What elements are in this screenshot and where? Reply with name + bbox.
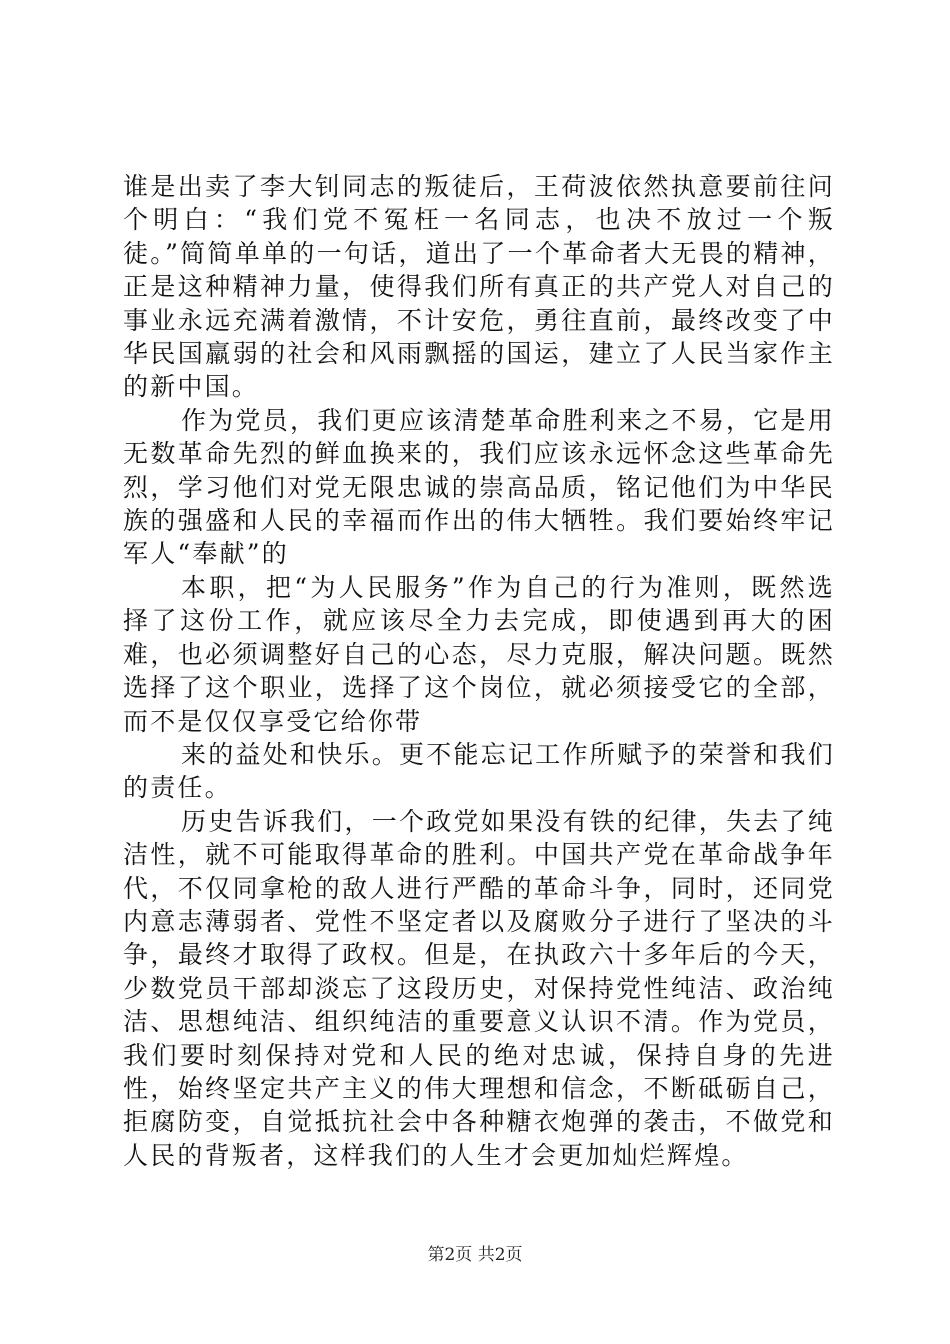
- paragraph-5: 历史告诉我们，一个政党如果没有铁的纪律，失去了纯洁性，就不可能取得革命的胜利。中国共产党在革命战争年代，不仅同拿枪的敌人进行严酷的革命斗争，同时，还同党内意志薄弱者、党性不坚定者以及腐败分子进行了坚决的斗争，最终才取得了政权。但是，在执政六十多年后的今天，少数党员干部却淡忘了这段历史，对保持党性纯洁、政治纯洁、思想纯洁、组织纯洁的重要意义认识不清。作为党员，我们要时刻保持对党和人民的绝对忠诚，保持自身的先进性，始终坚定共产主义的伟大理想和信念，不断砥砺自己，拒腐防变，自觉抵抗社会中各种糖衣炮弹的袭击，不做党和人民的背叛者，这样我们的人生才会更加灿烂辉煌。: [123, 806, 835, 1170]
- paragraph-2: 作为党员，我们更应该清楚革命胜利来之不易，它是用无数革命先烈的鲜血换来的，我们应该永远怀念这些革命先烈，学习他们对党无限忠诚的崇高品质，铭记他们为中华民族的强盛和人民的幸福而作出的伟大牺牲。我们要始终牢记军人“奉献”的: [123, 405, 835, 569]
- paragraph-3: 本职，把“为人民服务”作为自己的行为准则，既然选择了这份工作，就应该尽全力去完成，即使遇到再大的困难，也必须调整好自己的心态，尽力克服，解决问题。既然选择了这个职业，选择了这个岗位，就必须接受它的全部，而不是仅仅享受它给你带: [123, 572, 835, 736]
- page-number-footer: 第2页 共2页: [427, 1245, 523, 1265]
- paragraph-4: 来的益处和快乐。更不能忘记工作所赋予的荣誉和我们的责任。: [123, 739, 835, 803]
- document-body: [123, 170, 835, 1172]
- paragraph-1: 谁是出卖了李大钊同志的叛徒后，王荷波依然执意要前往问个明白：“我们党不冤枉一名同志，也决不放过一个叛徒。”简简单单的一句话，道出了一个革命者大无畏的精神，正是这种精神力量，使得我们所有真正的共产党人对自己的事业永远充满着激情，不计安危，勇往直前，最终改变了中华民国羸弱的社会和风雨飘摇的国运，建立了人民当家作主的新中国。: [123, 172, 835, 402]
